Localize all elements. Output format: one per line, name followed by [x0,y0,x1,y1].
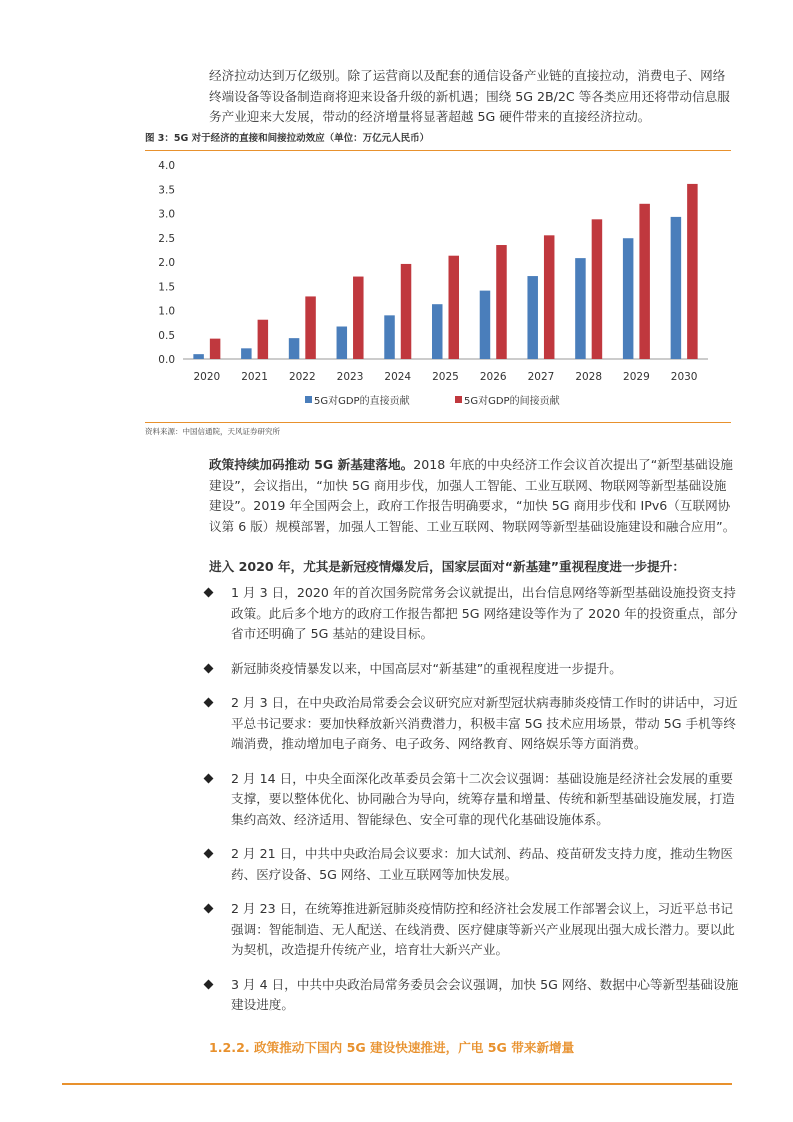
figure-top-rule [145,150,731,151]
y-tick-label: 2.5 [158,232,175,245]
footer-rule [62,1083,732,1085]
policy-lead: 政策持续加码推动 5G 新基建落地。 [209,457,414,472]
indirect-contribution-bar [210,339,221,359]
indirect-contribution-bar [258,320,269,359]
direct-contribution-bar [384,315,395,359]
y-tick-label: 0.5 [158,329,175,342]
legend-swatch-direct [305,396,312,403]
direct-contribution-bar [623,238,634,359]
bullet-text: 2 月 3 日，在中央政治局常委会会议研究应对新型冠状病毒肺炎疫情工作时的讲话中，习近平总书记要求：要加快释放新兴消费潜力，积极丰富 5G 技术应用场景，带动 5G 手机等终端消费，推动增加电子商务、电子政务、网络教育、网络娱乐等方面消费。 [231,695,738,751]
bullet-text: 1 月 3 日，2020 年的首次国务院常务会议就提出，出台信息网络等新型基础设施投资支持政策。此后多个地方的政府工作报告都把 5G 网络建设等作为了 2020 年的投资重点，部分省市还明确了 5G 基站的建设目标。 [231,585,738,641]
bullet-item [200,693,740,755]
indirect-contribution-bar [496,245,507,359]
y-tick-label: 1.5 [158,281,175,294]
diamond-bullet-icon [204,979,214,989]
bullet-text: 3 月 4 日，中共中央政治局常务委员会会议强调，加快 5G 网络、数据中心等新型基础设施建设进度。 [231,976,739,1012]
y-tick-label: 3.5 [158,184,175,197]
policy-text: 2018 年底的中央经济工作会议首次提出了“新型基础设施建设”，会议指出，“加快 5G 商用步伐，加强人工智能、工业互联网、物联网等新型基础设施建设”。2019 年全国两会上，政府工作报告明确要求，“加快 5G 商用步伐和 IPv6（互联网协议第 6 版）规模部署，加强人工智能、工业互联网、物联网等新型基础设施建设和融合应用”。 [209,457,736,534]
y-tick-label: 4.0 [158,160,175,172]
indirect-contribution-bar [687,184,698,359]
indirect-contribution-bar [639,204,650,359]
intro-paragraph: 经济拉动达到万亿级别。除了运营商以及配套的通信设备产业链的直接拉动，消费电子、网络终端设备等设备制造商将迎来设备升级的新机遇；围绕 5G 2B/2C 等各类应用还将带动信息服务产业迎来大发展，带动的经济增量将显著超越 5G 硬件带来的直接经济拉动。 [209,68,730,124]
direct-contribution-bar [241,348,252,359]
bullet-text: 2 月 23 日，在统筹推进新冠肺炎疫情防控和经济社会发展工作部署会议上，习近平总书记强调：智能制造、无人配送、在线消费、医疗健康等新兴产业展现出强大成长潜力。要以此为契机，改造提升传统产业，培育壮大新兴产业。 [231,901,735,957]
figure-bottom-rule [145,422,731,423]
y-tick-label: 3.0 [158,208,175,221]
x-tick-label: 2022 [288,371,316,383]
direct-contribution-bar [480,291,491,359]
legend-label-direct: 5G对GDP的直接贡献 [314,396,410,407]
x-tick-label: 2030 [670,371,698,383]
y-tick-label: 1.0 [158,305,175,318]
x-tick-label: 2025 [432,371,459,383]
indirect-contribution-bar [449,256,460,359]
x-tick-label: 2023 [336,371,364,383]
bullet-item [200,583,740,645]
bullet-item [200,844,740,885]
diamond-bullet-icon [204,773,214,783]
policy-subheading: 进入 2020 年，尤其是新冠疫情爆发后，国家层面对“新基建”重视程度进一步提升： [209,559,685,574]
direct-contribution-bar [289,338,300,359]
bullet-item [200,659,740,680]
x-tick-label: 2021 [241,371,268,383]
bullet-text: 2 月 21 日，中共中央政治局会议要求：加大试剂、药品、疫苗研发支持力度，推动生物医药、医疗设备、5G 网络、工业互联网等加快发展。 [231,846,734,882]
direct-contribution-bar [432,304,443,359]
indirect-contribution-bar [353,277,364,359]
legend-swatch-indirect [455,396,462,403]
diamond-bullet-icon [204,588,214,598]
policy-bullet-list [200,583,740,1030]
figure-title: 图 3：5G 对于经济的直接和间接拉动效应（单位：万亿元人民币） [145,133,430,144]
x-tick-label: 2028 [575,371,603,383]
direct-contribution-bar [193,354,204,359]
diamond-bullet-icon [204,698,214,708]
bullet-item [200,975,740,1016]
direct-contribution-bar [527,276,538,359]
indirect-contribution-bar [401,264,412,359]
direct-contribution-bar [575,258,586,359]
indirect-contribution-bar [305,296,316,359]
direct-contribution-bar [337,327,348,359]
gdp-contribution-bar-chart [145,152,731,420]
bullet-text: 新冠肺炎疫情暴发以来，中国高层对“新基建”的重视程度进一步提升。 [231,660,622,676]
bullet-item [200,769,740,831]
legend-label-indirect: 5G对GDP的间接贡献 [464,396,560,407]
diamond-bullet-icon [204,904,214,914]
section-heading: 1.2.2. 政策推动下国内 5G 建设快速推进，广电 5G 带来新增量 [209,1040,575,1055]
diamond-bullet-icon [204,849,214,859]
y-tick-label: 2.0 [158,257,175,269]
indirect-contribution-bar [592,219,603,359]
x-tick-label: 2027 [527,371,555,383]
x-tick-label: 2026 [479,371,507,383]
x-tick-label: 2029 [623,371,650,383]
diamond-bullet-icon [204,663,214,673]
x-tick-label: 2024 [384,371,412,383]
policy-paragraph [209,455,737,537]
bullet-item [200,899,740,961]
figure-source: 资料来源：中国信通院，天风证券研究所 [145,427,280,436]
x-tick-label: 2020 [193,371,221,383]
y-tick-label: 0.0 [158,354,175,366]
direct-contribution-bar [671,217,682,359]
bullet-text: 2 月 14 日，中央全面深化改革委员会第十二次会议强调：基础设施是经济社会发展的重要支撑，要以整体优化、协同融合为导向，统筹存量和增量、传统和新型基础设施发展，打造集约高效、经济适用、智能绿色、安全可靠的现代化基础设施体系。 [231,770,735,827]
indirect-contribution-bar [544,235,555,359]
